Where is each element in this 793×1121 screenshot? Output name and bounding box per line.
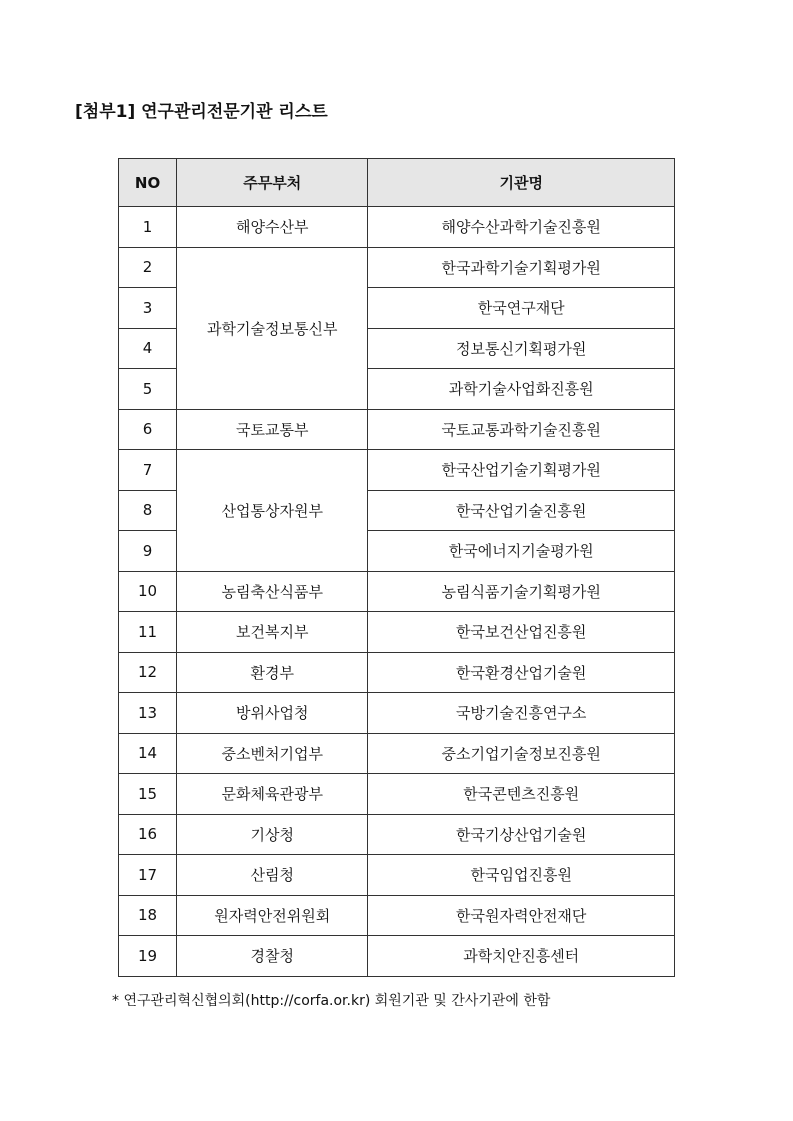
table-row [119,247,675,288]
cell-org: 국방기술진흥연구소 [368,693,675,734]
cell-no: 15 [119,774,177,815]
header-ministry: 주무부처 [177,159,368,207]
table-header-row [119,159,675,207]
cell-ministry: 경찰청 [177,936,368,977]
cell-no: 11 [119,612,177,653]
cell-org: 한국에너지기술평가원 [368,531,675,572]
cell-org: 중소기업기술정보진흥원 [368,733,675,774]
cell-no: 3 [119,288,177,329]
cell-no: 13 [119,693,177,734]
cell-ministry: 원자력안전위원회 [177,895,368,936]
cell-org: 한국연구재단 [368,288,675,329]
cell-ministry: 농림축산식품부 [177,571,368,612]
cell-no: 14 [119,733,177,774]
cell-ministry: 산업통상자원부 [177,450,368,572]
cell-no: 19 [119,936,177,977]
table-row [119,693,675,734]
cell-no: 10 [119,571,177,612]
cell-no: 7 [119,450,177,491]
cell-ministry: 국토교통부 [177,409,368,450]
cell-org: 한국임업진흥원 [368,855,675,896]
cell-no: 12 [119,652,177,693]
table-row [119,612,675,653]
table-row [119,409,675,450]
cell-ministry: 과학기술정보통신부 [177,247,368,409]
cell-no: 8 [119,490,177,531]
table-row [119,895,675,936]
cell-org: 한국보건산업진흥원 [368,612,675,653]
table-row [119,855,675,896]
header-org: 기관명 [368,159,675,207]
cell-org: 한국산업기술진흥원 [368,490,675,531]
cell-org: 과학치안진흥센터 [368,936,675,977]
footnote: * 연구관리혁신협의회(http://corfa.or.kr) 회원기관 및 간사기관에 한함 [112,993,551,1009]
table-row [119,733,675,774]
cell-ministry: 중소벤처기업부 [177,733,368,774]
table-row [119,814,675,855]
cell-no: 18 [119,895,177,936]
cell-org: 한국환경산업기술원 [368,652,675,693]
table-row [119,652,675,693]
cell-no: 1 [119,207,177,248]
cell-ministry: 보건복지부 [177,612,368,653]
cell-ministry: 문화체육관광부 [177,774,368,815]
institution-table [118,158,675,977]
cell-org: 국토교통과학기술진흥원 [368,409,675,450]
cell-no: 4 [119,328,177,369]
cell-org: 농림식품기술기획평가원 [368,571,675,612]
cell-no: 5 [119,369,177,410]
cell-no: 2 [119,247,177,288]
table-row [119,936,675,977]
table-row [119,450,675,491]
cell-org: 과학기술사업화진흥원 [368,369,675,410]
cell-org: 한국산업기술기획평가원 [368,450,675,491]
cell-org: 한국기상산업기술원 [368,814,675,855]
cell-ministry: 해양수산부 [177,207,368,248]
table-row [119,571,675,612]
table-row [119,774,675,815]
cell-org: 한국과학기술기획평가원 [368,247,675,288]
table-row [119,207,675,248]
cell-ministry: 산림청 [177,855,368,896]
header-no: NO [119,159,177,207]
cell-no: 17 [119,855,177,896]
document-title: [첨부1] 연구관리전문기관 리스트 [75,102,328,122]
cell-org: 한국원자력안전재단 [368,895,675,936]
cell-org: 정보통신기획평가원 [368,328,675,369]
cell-ministry: 기상청 [177,814,368,855]
cell-org: 해양수산과학기술진흥원 [368,207,675,248]
cell-no: 6 [119,409,177,450]
cell-org: 한국콘텐츠진흥원 [368,774,675,815]
cell-no: 16 [119,814,177,855]
cell-ministry: 환경부 [177,652,368,693]
cell-ministry: 방위사업청 [177,693,368,734]
cell-no: 9 [119,531,177,572]
